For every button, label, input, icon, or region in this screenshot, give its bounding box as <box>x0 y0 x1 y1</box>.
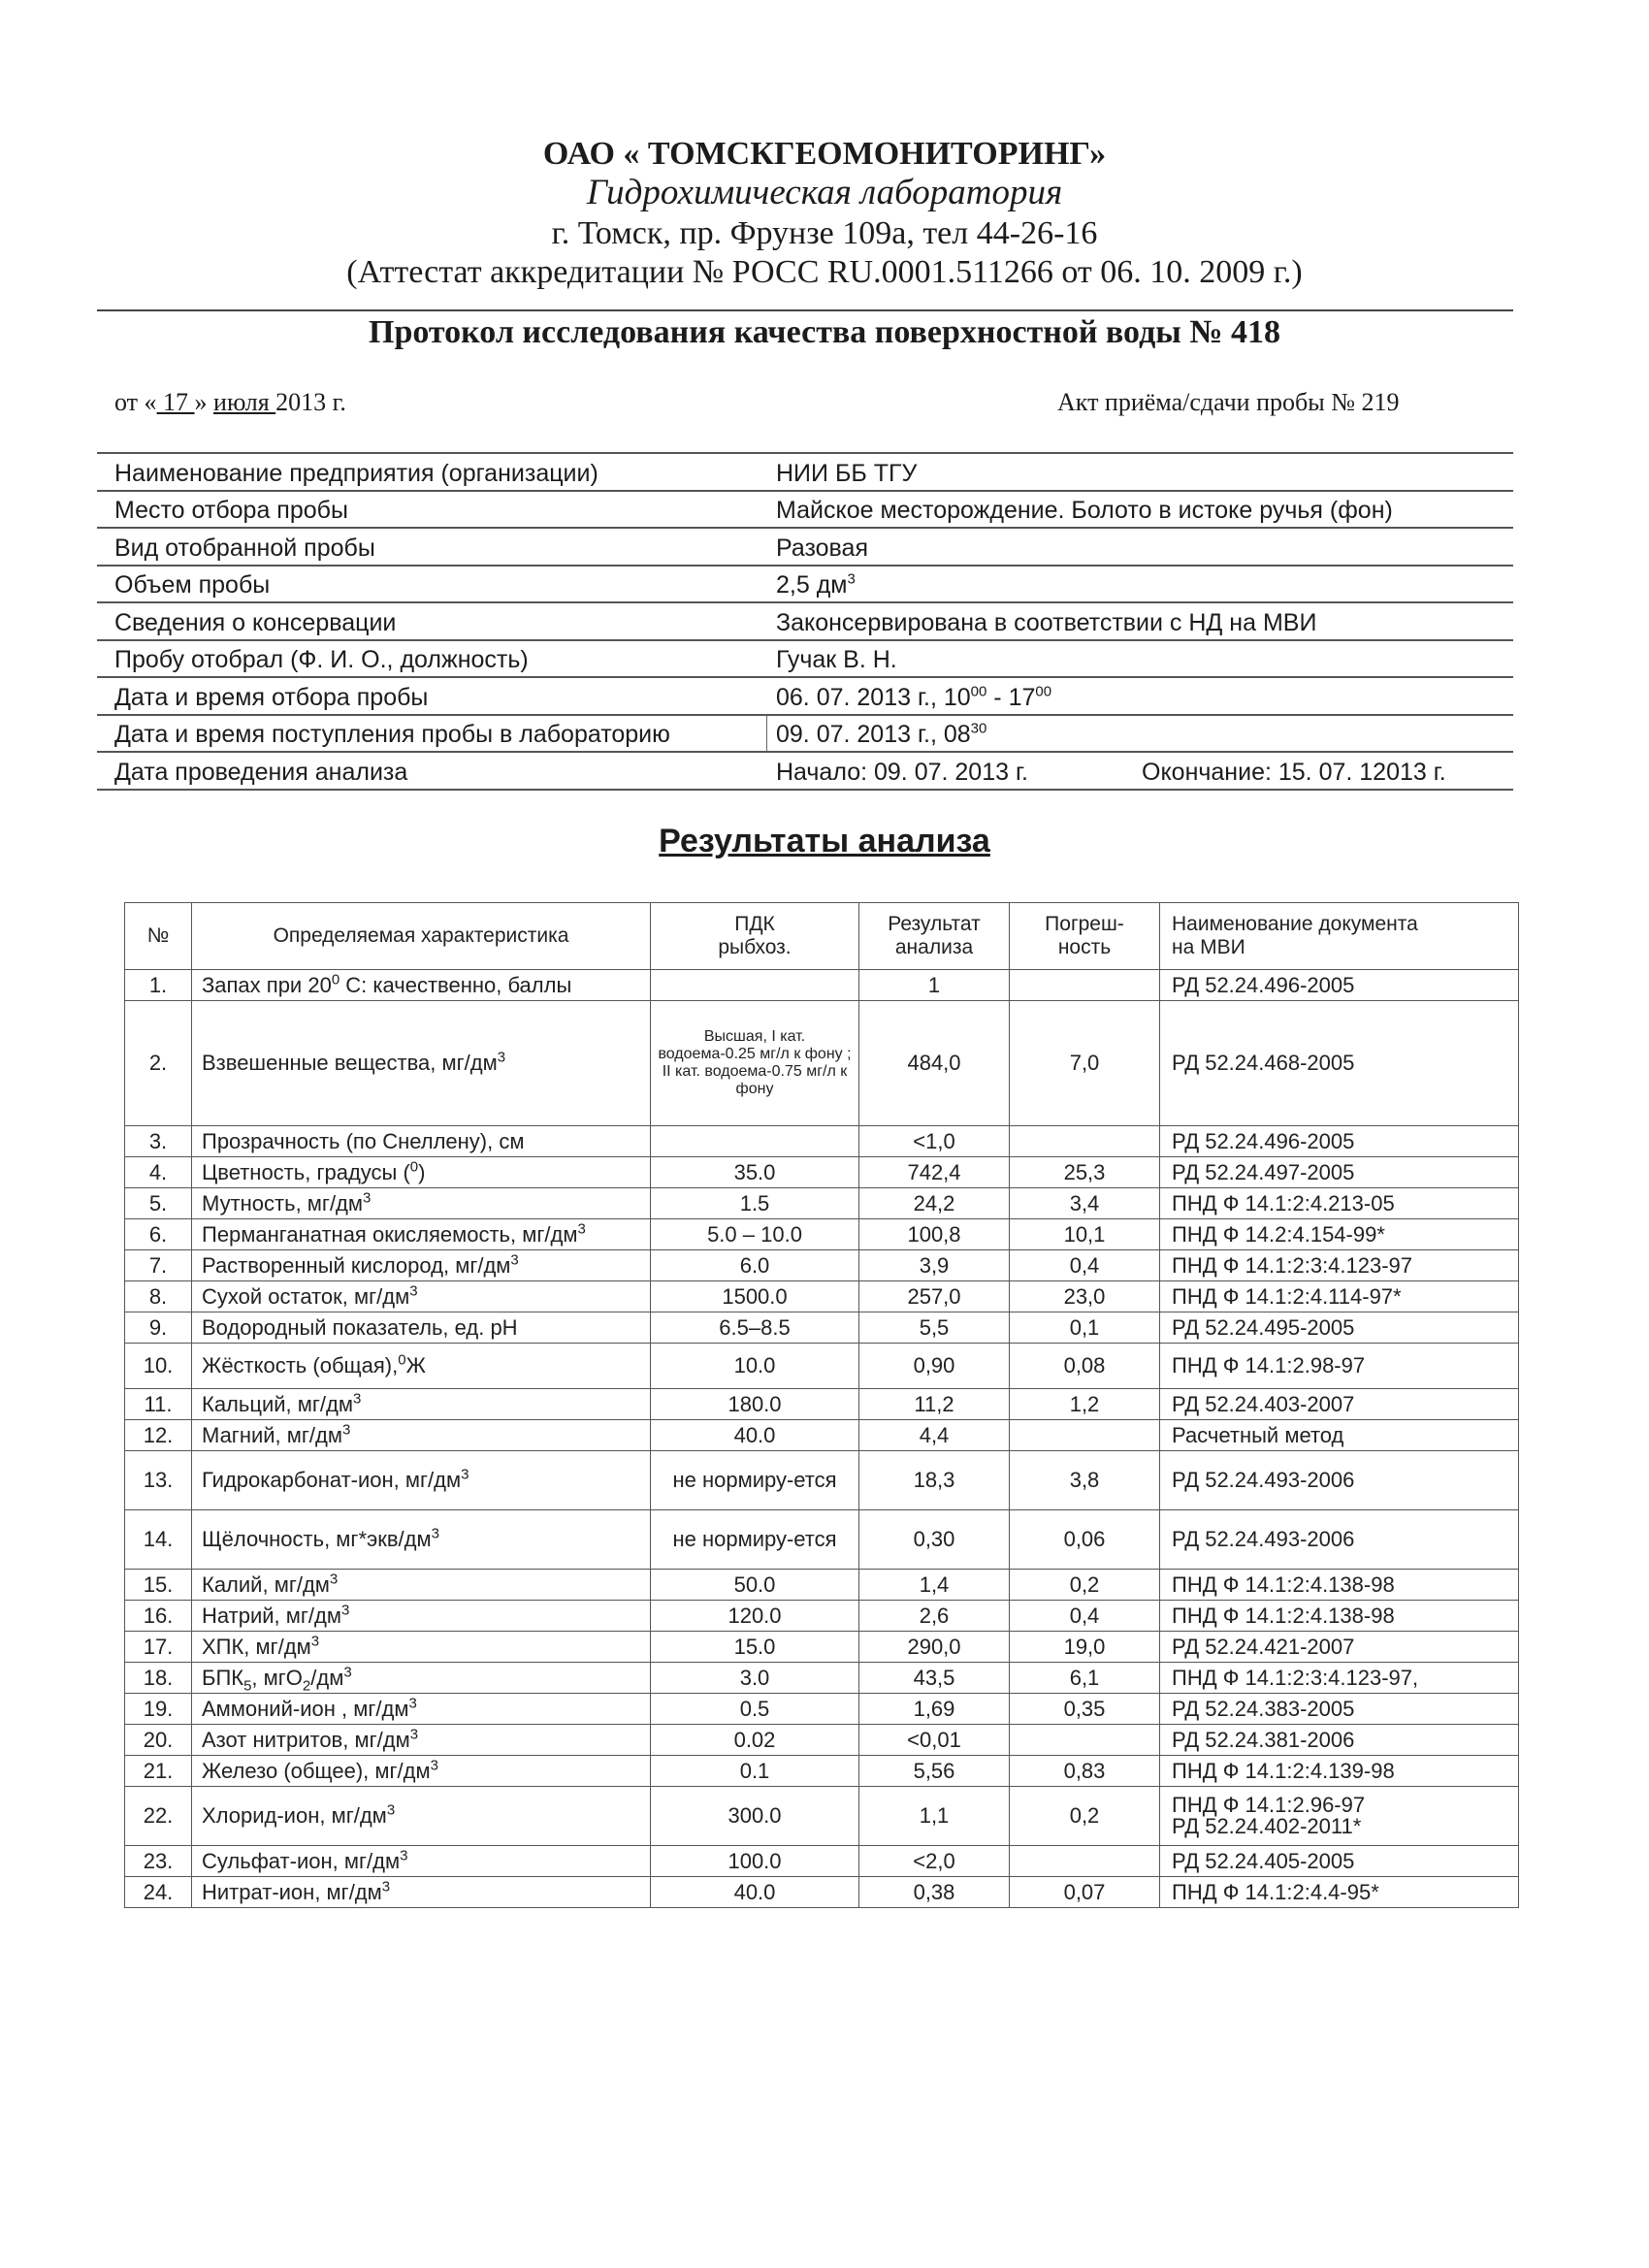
table-row: 5. Мутность, $мг/дм^3$ 1.5 24,2 3,4 ПНД Ф 14.1:2:4.213-05 <box>125 1188 1519 1219</box>
info-label: Сведения о консервации <box>114 608 397 636</box>
address: г. Томск, пр. Фрунзе 109а, тел 44-26-16 <box>551 215 1098 251</box>
info-label: Место отбора пробы <box>114 497 348 524</box>
info-row <box>97 753 1513 791</box>
table-row: 11. Кальций, $мг/дм^3$ 180.0 11,2 1,2 РД 52.24.403-2007 <box>125 1389 1519 1420</box>
laboratory-name: Гидрохимическая лаборатория <box>586 173 1063 212</box>
col-number: № <box>125 903 192 970</box>
info-value: 09. 07. 2013 г., $08^{30}$ <box>776 720 987 748</box>
table-row: 7. Растворенный кислород, $мг/дм^3$ 6.0 3,9 0,4 ПНД Ф 14.1:2:3:4.123-97 <box>125 1250 1519 1281</box>
info-row <box>97 567 1513 604</box>
table-row: 20. Азот нитритов, $мг/дм^3$ 0.02 <0,01 РД 52.24.381-2006 <box>125 1725 1519 1756</box>
info-row <box>97 492 1513 530</box>
sample-info-table <box>97 452 1513 791</box>
table-row: 24. Нитрат-ион, $мг/дм^3$ 40.0 0,38 0,07 ПНД Ф 14.1:2:4.4-95* <box>125 1877 1519 1908</box>
info-row <box>97 678 1513 716</box>
col-document: Наименование документа на МВИ <box>1160 903 1519 970</box>
col-characteristic: Определяемая характеристика <box>192 903 651 970</box>
info-value: Законсервирована в соответствии с НД на МВИ <box>776 608 1317 636</box>
col-result: Результат анализа <box>859 903 1010 970</box>
table-row: 2. Взвешенные вещества, $мг/дм^3$ Высшая, I кат. водоема-0.25 мг/л к фону ; II кат. водоема-0.75 мг/л к фону 484,0 7,0 РД 52.24.468-2005 <box>125 1001 1519 1126</box>
info-value: 06. 07. 2013 г., $10^{00} - 17^{00}$ <box>776 683 1052 711</box>
info-label: Наименование предприятия (организации) <box>114 459 598 487</box>
info-row <box>97 603 1513 641</box>
table-row: 17. ХПК, $мг/дм^3$ 15.0 290,0 19,0 РД 52.24.421-2007 <box>125 1632 1519 1663</box>
protocol-title: Протокол исследования качества поверхностной воды № 418 <box>369 314 1280 350</box>
accreditation: (Аттестат аккредитации № РОСС RU.0001.511266 от 06. 10. 2009 г.) <box>346 254 1303 290</box>
date-month: июля <box>213 388 276 416</box>
table-row: 9. Водородный показатель, ед. рН 6.5–8.5 5,5 0,1 РД 52.24.495-2005 <box>125 1312 1519 1344</box>
col-pdk: ПДК рыбхоз. <box>651 903 859 970</box>
info-value: НИИ ББ ТГУ <box>776 459 918 487</box>
info-value: Майское месторождение. Болото в истоке ручья (фон) <box>776 497 1393 524</box>
info-label: Пробу отобрал (Ф. И. О., должность) <box>114 646 529 673</box>
info-value: Гучак В. Н. <box>776 646 897 673</box>
table-header-row <box>125 903 1519 970</box>
table-row: 14. Щёлочность, $мг*экв/дм^3$ не нормиру-ется 0,30 0,06 РД 52.24.493-2006 <box>125 1510 1519 1570</box>
table-row: 21. Железо (общее), $мг/дм^3$ 0.1 5,56 0,83 ПНД Ф 14.1:2:4.139-98 <box>125 1756 1519 1787</box>
table-row: 3. Прозрачность (по Снеллену), см <1,0 РД 52.24.496-2005 <box>125 1126 1519 1157</box>
info-label: Дата и время отбора пробы <box>114 683 429 711</box>
table-row: 18. $БПК_5$, $мгО_2/дм^3$ 3.0 43,5 6,1 ПНД Ф 14.1:2:3:4.123-97, <box>125 1663 1519 1694</box>
protocol-date: от « 17 » июля 2013 г. <box>114 388 346 416</box>
header-divider <box>97 309 1513 311</box>
info-label: Дата и время поступления пробы в лабораторию <box>114 721 670 748</box>
act-number: Акт приёма/сдачи пробы № 219 <box>1057 388 1400 416</box>
analysis-start: Начало: 09. 07. 2013 г. <box>776 758 1028 786</box>
analysis-end: Окончание: 15. 07. 12013 г. <box>1142 758 1446 786</box>
table-row: 13. Гидрокарбонат-ион, $мг/дм^3$ не нормиру-ется 18,3 3,8 РД 52.24.493-2006 <box>125 1451 1519 1510</box>
table-row: 15. Калий, $мг/дм^3$ 50.0 1,4 0,2 ПНД Ф 14.1:2:4.138-98 <box>125 1570 1519 1601</box>
results-title: Результаты анализа <box>659 823 990 859</box>
results-table <box>124 902 1519 1908</box>
table-row: 12. Магний, $мг/дм^3$ 40.0 4,4 Расчетный метод <box>125 1420 1519 1451</box>
table-row: 16. Натрий, $мг/дм^3$ 120.0 2,6 0,4 ПНД Ф 14.1:2:4.138-98 <box>125 1601 1519 1632</box>
column-divider <box>766 716 767 752</box>
info-row <box>97 529 1513 567</box>
info-value: Разовая <box>776 534 868 562</box>
table-row: 22. Хлорид-ион, $мг/дм^3$ 300.0 1,1 0,2 ПНД Ф 14.1:2.96-97 РД 52.24.402-2011* <box>125 1787 1519 1846</box>
table-row: 6. Перманганатная окисляемость, $мг/дм^3$ 5.0 – 10.0 100,8 10,1 ПНД Ф 14.2:4.154-99* <box>125 1219 1519 1250</box>
info-row <box>97 454 1513 492</box>
info-row <box>97 716 1513 754</box>
table-row: 8. Сухой остаток, $мг/дм^3$ 1500.0 257,0 23,0 ПНД Ф 14.1:2:4.114-97* <box>125 1281 1519 1312</box>
table-row: 23. Сульфат-ион, $мг/дм^3$ 100.0 <2,0 РД 52.24.405-2005 <box>125 1846 1519 1877</box>
info-row <box>97 641 1513 679</box>
info-label: Вид отобранной пробы <box>114 534 375 562</box>
col-error: Погреш- ность <box>1010 903 1160 970</box>
table-row: 19. Аммоний-ион , $мг/дм^3$ 0.5 1,69 0,35 РД 52.24.383-2005 <box>125 1694 1519 1725</box>
table-row: 10. Жёсткость (общая),$^0$Ж 10.0 0,90 0,08 ПНД Ф 14.1:2.98-97 <box>125 1344 1519 1389</box>
info-label: Объем пробы <box>114 571 271 599</box>
info-label: Дата проведения анализа <box>114 758 408 786</box>
table-row: 1. Запах при $20^0$ С: качественно, баллы 1 РД 52.24.496-2005 <box>125 970 1519 1001</box>
info-value: 2,5 $дм^3$ <box>776 570 856 599</box>
organization-name: ОАО « ТОМСКГЕОМОНИТОРИНГ» <box>542 136 1107 172</box>
table-row: 4. Цветность, градусы ($^0$) 35.0 742,4 25,3 РД 52.24.497-2005 <box>125 1157 1519 1188</box>
date-day: 17 <box>156 388 195 416</box>
